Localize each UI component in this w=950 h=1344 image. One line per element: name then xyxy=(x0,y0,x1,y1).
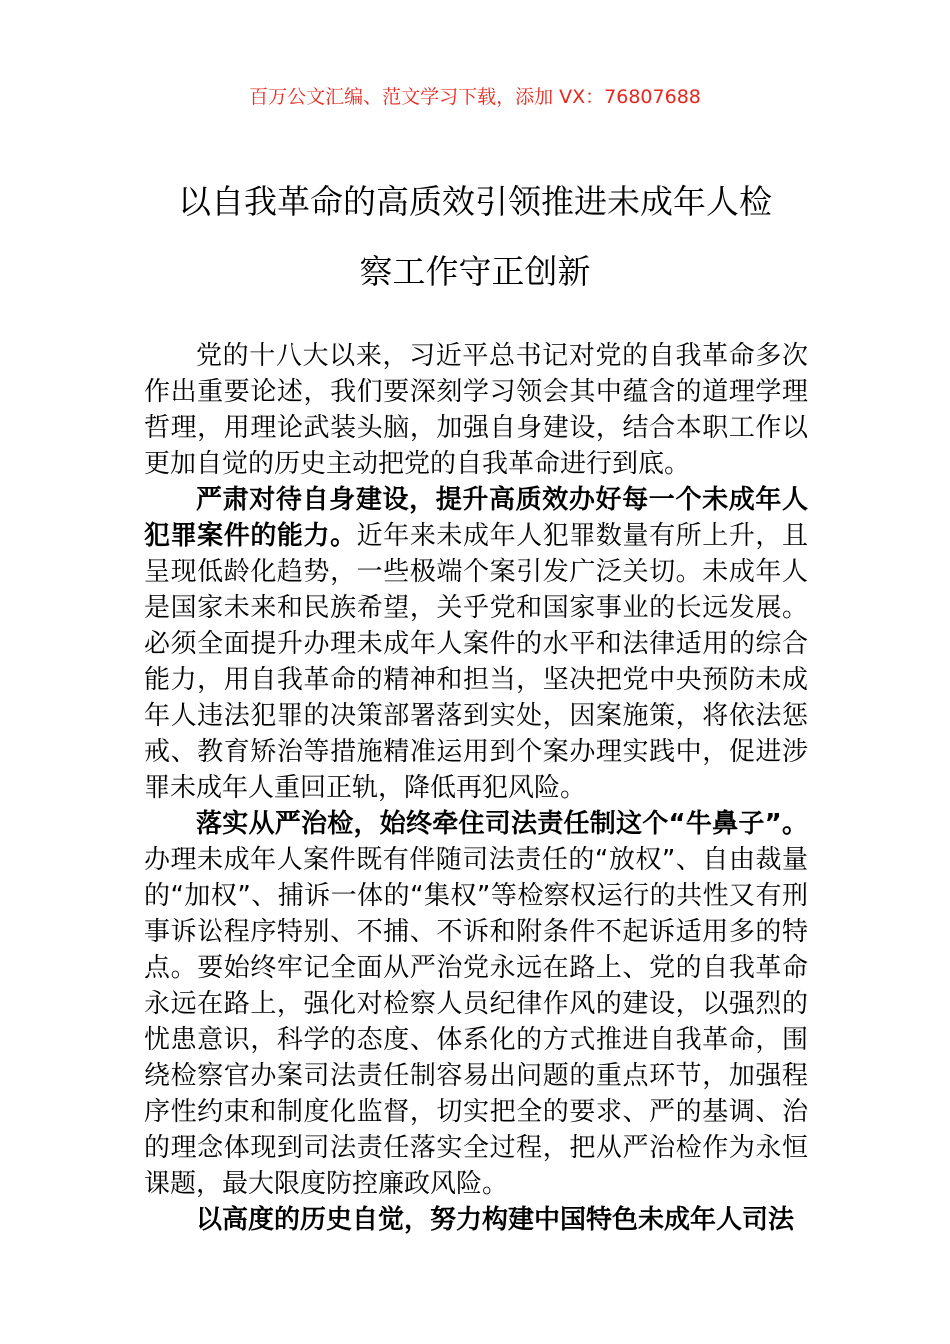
paragraph-strict-governance xyxy=(144,806,808,1202)
document-title-line-2: 察工作守正创新 xyxy=(359,252,591,291)
watermark-notice: 百万公文汇编、范文学习下载，添加 VX：76807688 xyxy=(249,86,701,108)
paragraph-lead: 以高度的历史自觉，努力构建中国特色未成年人司法 xyxy=(196,1205,795,1235)
document-body xyxy=(144,338,808,1238)
paragraph-lead: 落实从严治检，始终牵住司法责任制这个“牛鼻子”。 xyxy=(196,809,808,839)
paragraph-lead: 严肃对待自身建设，提升高质效办好每一个未成年人犯罪案件的能力。 xyxy=(144,485,808,551)
paragraph-text: 办理未成年人案件既有伴随司法责任的“放权”、自由裁量的“加权”、捕诉一体的“集权”等检察权运行的共性又有刑事诉讼程序特别、不捕、不诉和附条件不起诉适用多的特点。要始终牢记全面从严治党永远在路上、党的自我革命永远在路上，强化对检察人员纪律作风的建设，以强烈的忧患意识，科学的态度、体系化的方式推进自我革命，围绕检察官办案司法责任制容易出问题的重点环节，加强程序性约束和制度化监督，切实把全的要求、严的基调、治的理念体现到司法责任落实全过程，把从严治检作为永恒课题，最大限度防控廉政风险。 xyxy=(144,845,808,1199)
paragraph-self-building xyxy=(144,482,808,806)
paragraph-text: 党的十八大以来，习近平总书记对党的自我革命多次作出重要论述，我们要深刻学习领会其中蕴含的道理学理哲理，用理论武装头脑，加强自身建设，结合本职工作以更加自觉的历史主动把党的自我革命进行到底。 xyxy=(144,341,808,479)
paragraph-intro xyxy=(144,338,808,482)
paragraph-text: 近年来未成年人犯罪数量有所上升，且呈现低龄化趋势，一些极端个案引发广泛关切。未成年人是国家未来和民族希望，关乎党和国家事业的长远发展。必须全面提升办理未成年人案件的水平和法律适用的综合能力，用自我革命的精神和担当，坚决把党中央预防未成年人违法犯罪的决策部署落到实处，因案施策，将依法惩戒、教育矫治等措施精准运用到个案办理实践中，促进涉罪未成年人重回正轨，降低再犯风险。 xyxy=(144,521,808,803)
document-title-line-1: 以自我革命的高质效引领推进未成年人检 xyxy=(178,182,772,221)
paragraph-historical-consciousness xyxy=(144,1202,808,1238)
